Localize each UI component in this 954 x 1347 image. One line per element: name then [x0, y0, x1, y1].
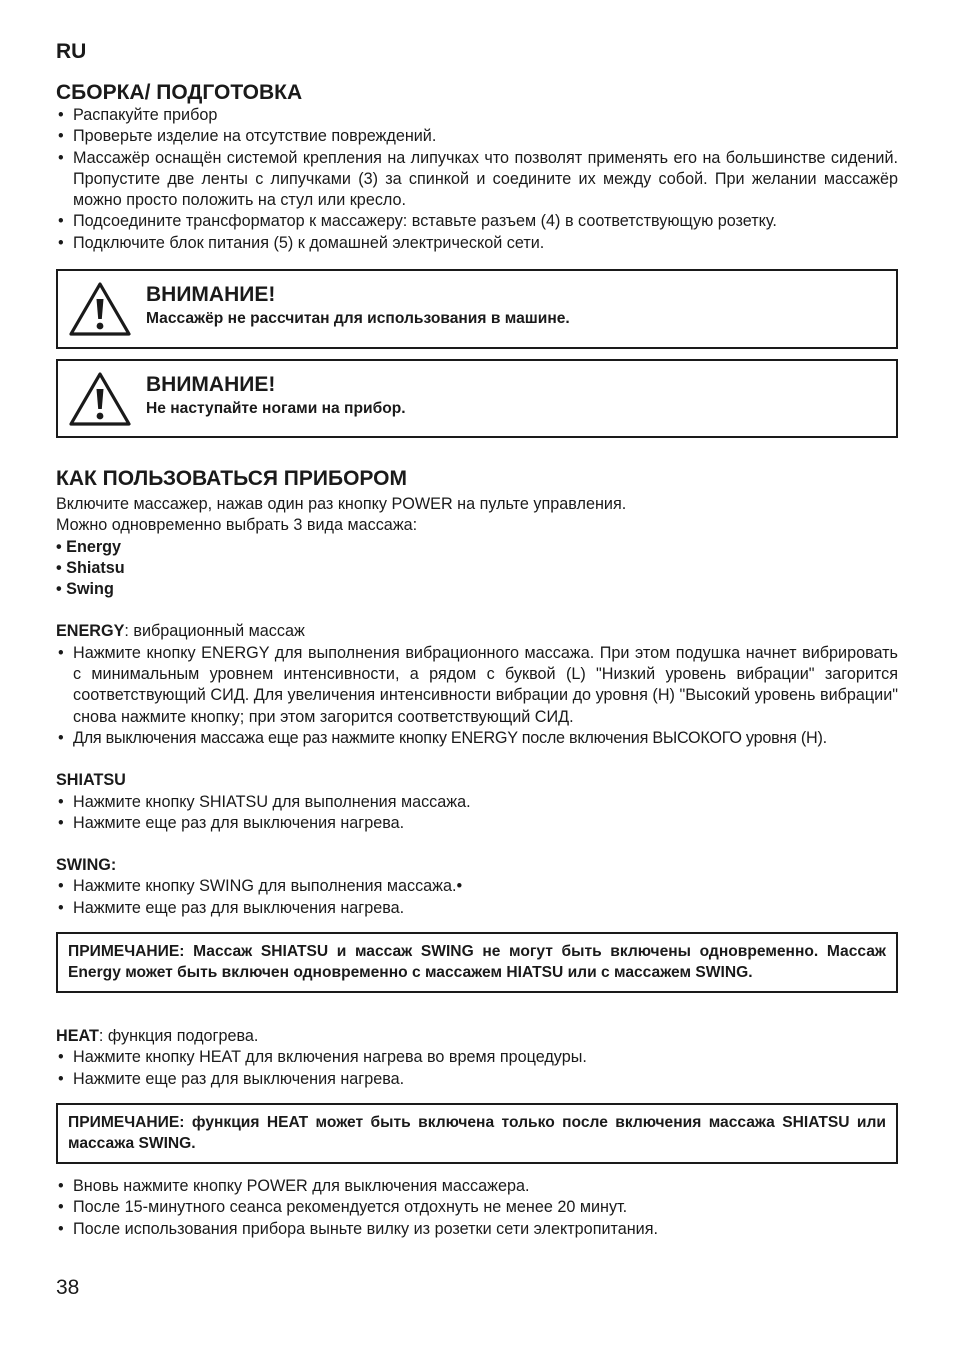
note-box-shiatsu-swing: ПРИМЕЧАНИЕ: Массаж SHIATSU и массаж SWING не могут быть включены одновременно. Массаж Energy может быть включен одновременно с массажем HIATSU или с массажем SWING.: [56, 932, 898, 993]
usage-intro: Можно одновременно выбрать 3 вида массажа:: [56, 516, 418, 535]
list-item: • Нажмите кнопку HEAT для включения нагрева во время процедуры.: [56, 1047, 898, 1068]
warning-text: Не наступайте ногами на прибор.: [146, 400, 406, 417]
warning-box-feet: [56, 359, 898, 438]
language-code: RU: [56, 40, 87, 63]
heat-heading: [56, 1026, 898, 1047]
warning-box-car: [56, 269, 898, 349]
shiatsu-heading: SHIATSU: [56, 771, 126, 790]
list-item: • Вновь нажмите кнопку POWER для выключения массажера.: [56, 1176, 898, 1197]
swing-heading: SWING:: [56, 856, 117, 875]
heat-label: HEAT: [56, 1027, 99, 1046]
list-item: • После использования прибора выньте вилку из розетки сети электропитания.: [56, 1219, 898, 1240]
list-item: • Нажмите еще раз для выключения нагрева.: [56, 1069, 898, 1090]
list-item: • Нажмите кнопку SWING для выполнения массажа.•: [56, 876, 898, 897]
warning-title: ВНИМАНИЕ!: [146, 373, 276, 396]
energy-heading: [56, 621, 898, 642]
energy-list: [56, 643, 898, 749]
heat-list: [56, 1047, 898, 1090]
mode-shiatsu: • Shiatsu: [56, 558, 125, 577]
list-item: • После 15-минутного сеанса рекомендуется отдохнуть не менее 20 минут.: [56, 1197, 898, 1218]
list-item: • Массажёр оснащён системой крепления на липучках что позволят применять его на большинстве сидений. Пропустите две ленты с липучками (3) за спинкой и соедините их между собой. При желании массажёр можно просто положить на стул или кресло.: [56, 148, 898, 212]
page-number: 38: [56, 1276, 80, 1299]
assembly-list: [56, 105, 898, 254]
list-item: • Нажмите кнопку ENERGY для выполнения вибрационного массажа. При этом подушка начнет вибрировать с минимальным уровнем интенсивности, а рядом с буквой (L) "Низкий уровень вибрации" загорится соответствующий СИД. Для увеличения интенсивности вибрации до уровня (H) "Высокий уровень вибрации" снова нажмите кнопку; при этом загорится соответствующий СИД.: [56, 643, 898, 728]
assembly-section: [56, 81, 898, 254]
usage-section: [56, 467, 898, 1240]
shiatsu-list: [56, 792, 898, 835]
list-item: • Нажмите еще раз для выключения нагрева.: [56, 898, 898, 919]
energy-desc: : вибрационный массаж: [124, 622, 305, 641]
list-item: • Нажмите еще раз для выключения нагрева.: [56, 813, 898, 834]
mode-energy: • Energy: [56, 537, 122, 556]
assembly-title: СБОРКА/ ПОДГОТОВКА: [56, 81, 303, 104]
swing-list: [56, 876, 898, 919]
note-box-heat: ПРИМЕЧАНИЕ: функция HEAT может быть включена только после включения массажа SHIATSU или массажа SWING.: [56, 1103, 898, 1164]
warning-text: Массажёр не рассчитан для использования в машине.: [146, 310, 570, 327]
list-item: • Для выключения массажа еще раз нажмите кнопку ENERGY после включения ВЫСОКОГО уровня (H).: [56, 728, 898, 749]
list-item: • Подключите блок питания (5) к домашней электрической сети.: [56, 233, 898, 254]
list-item: • Нажмите кнопку SHIATSU для выполнения массажа.: [56, 792, 898, 813]
warning-triangle-icon: [68, 281, 132, 337]
list-item: • Распакуйте прибор: [56, 105, 898, 126]
mode-swing: • Swing: [56, 580, 114, 599]
warning-triangle-icon: [68, 371, 132, 427]
heat-desc: : функция подогрева.: [98, 1027, 259, 1046]
usage-intro: Включите массажер, нажав один раз кнопку POWER на пульте управления.: [56, 495, 627, 513]
list-item: • Проверьте изделие на отсутствие повреждений.: [56, 126, 898, 147]
warning-title: ВНИМАНИЕ!: [146, 283, 276, 306]
final-list: [56, 1176, 898, 1240]
energy-label: ENERGY: [56, 622, 125, 641]
list-item: • Подсоедините трансформатор к массажеру: вставьте разъем (4) в соответствующую розетку.: [56, 211, 898, 232]
usage-title: КАК ПОЛЬЗОВАТЬСЯ ПРИБОРОМ: [56, 467, 407, 490]
